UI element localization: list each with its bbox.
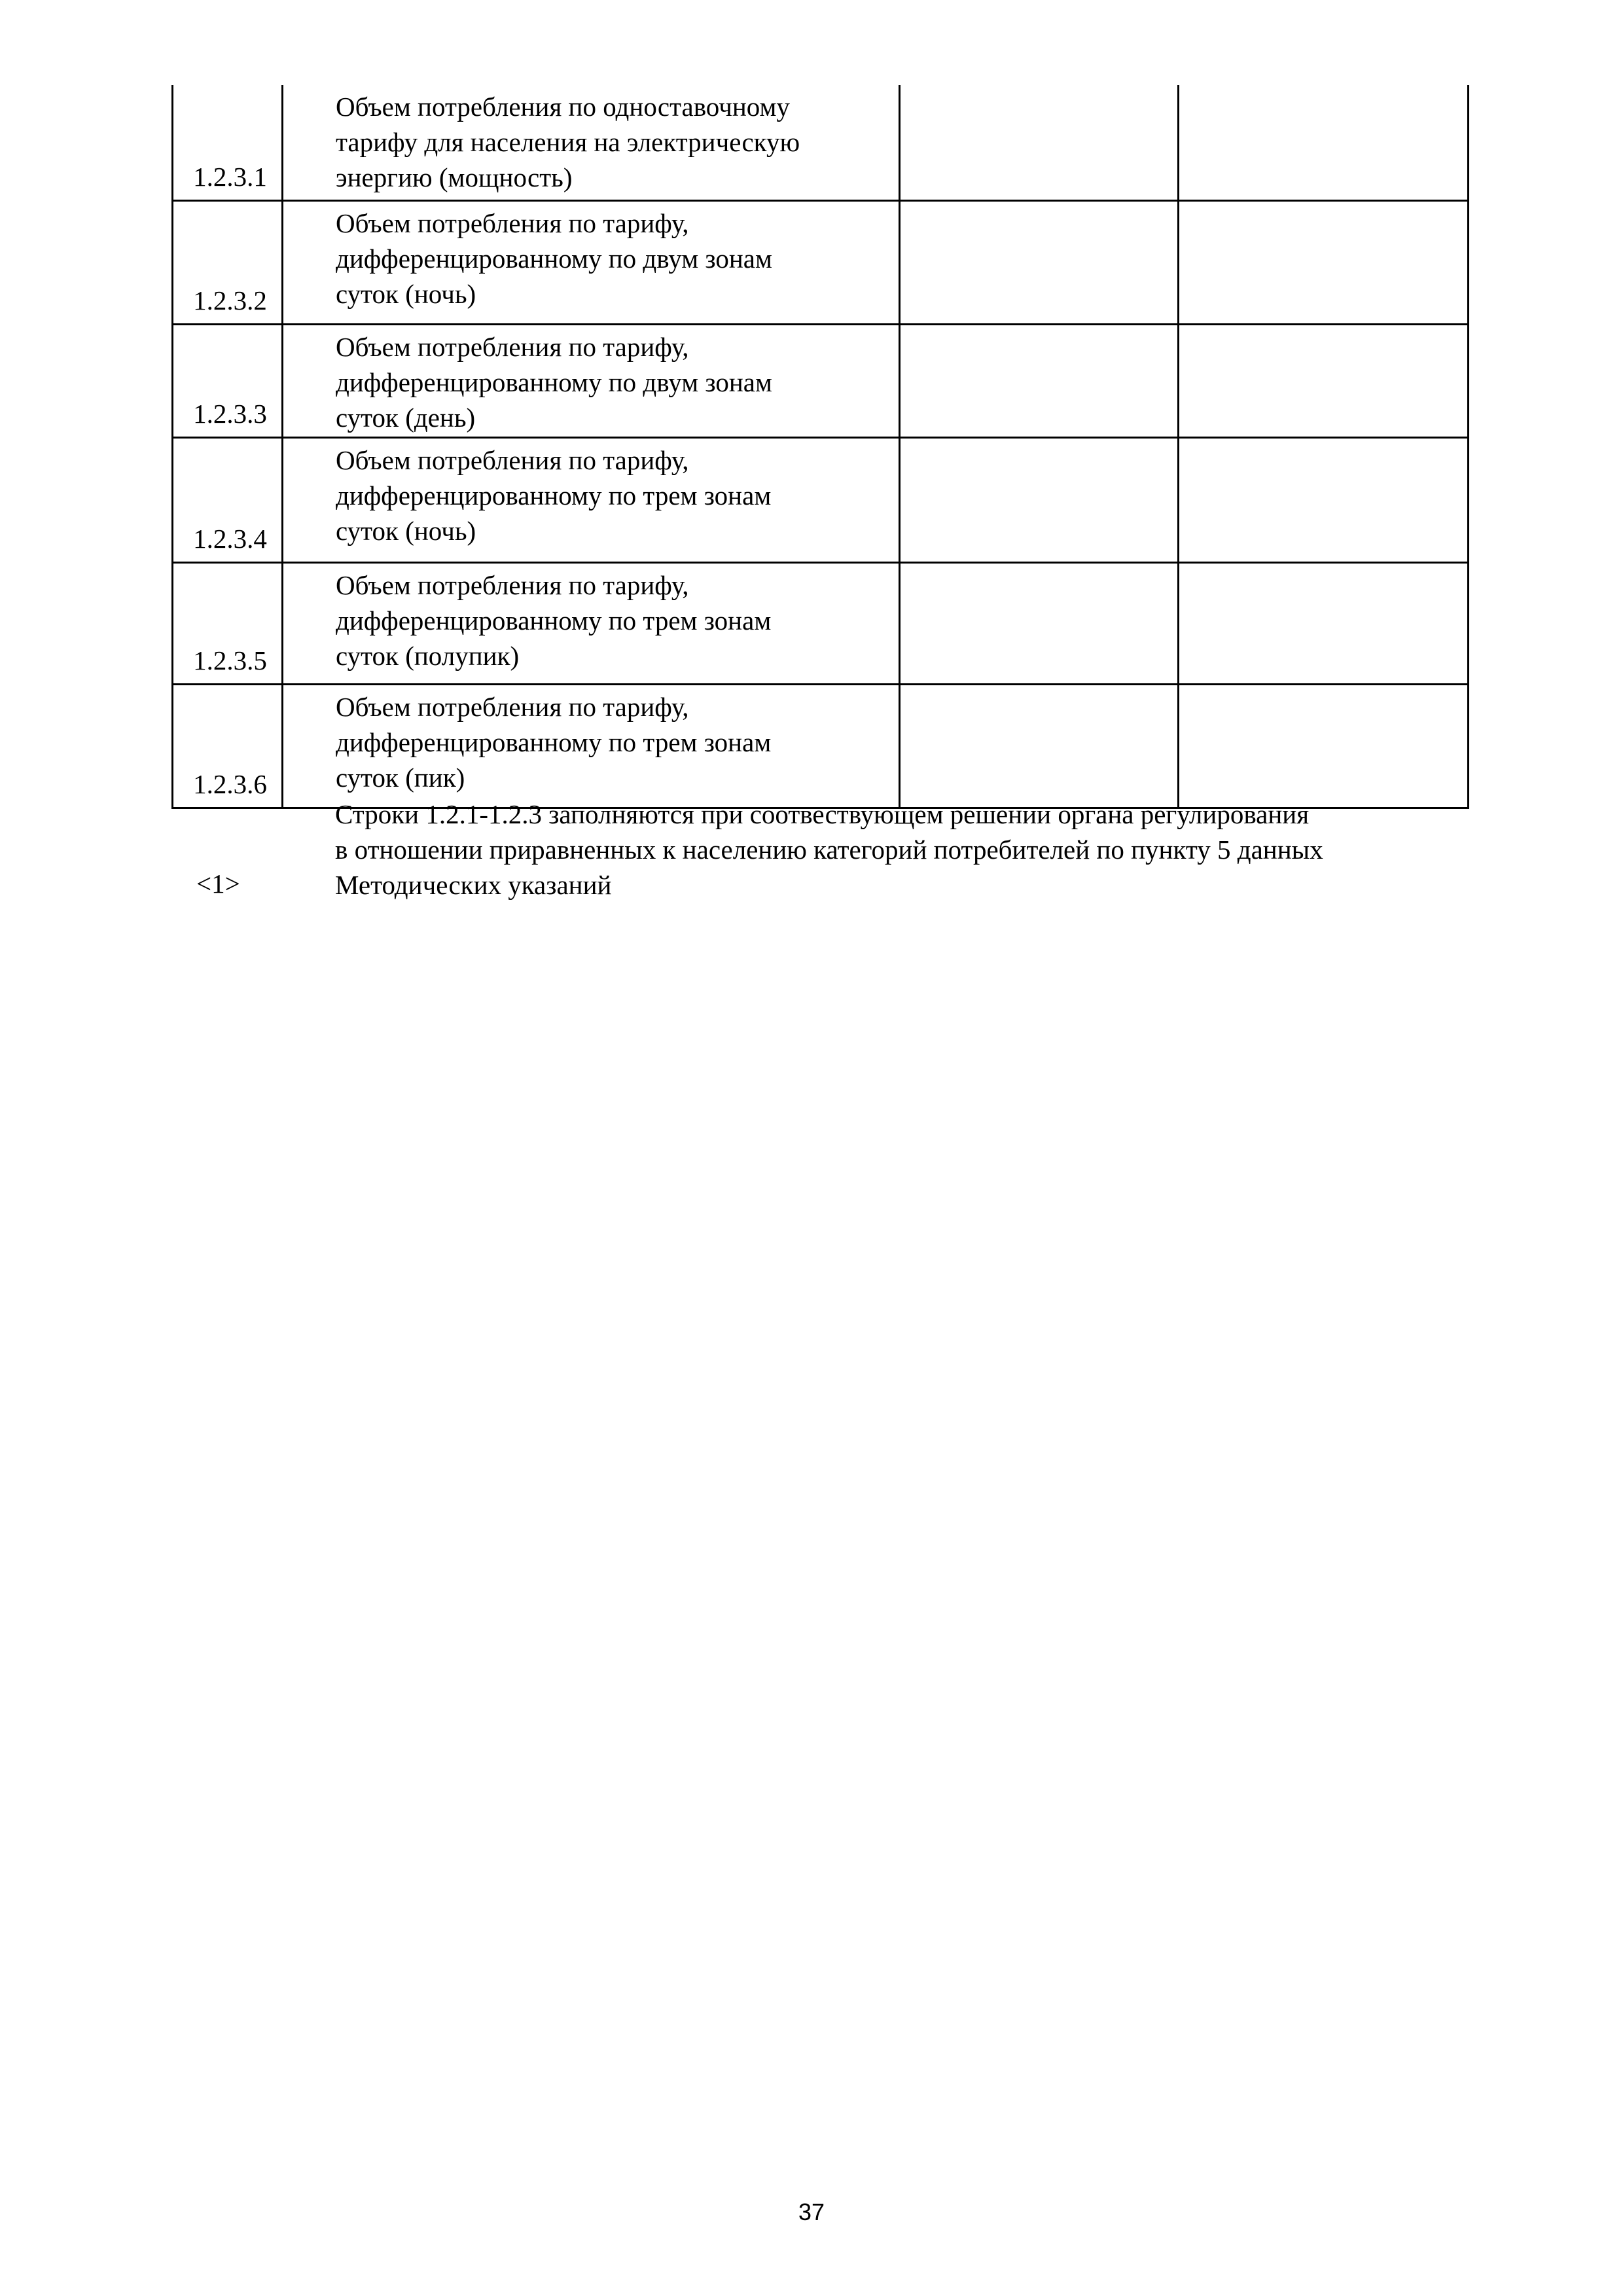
value-cell-a [900, 438, 1179, 563]
row-number: 1.2.3.4 [173, 438, 283, 563]
row-description [283, 85, 900, 201]
value-cell-a [900, 325, 1179, 438]
footnote-marker: <1> [196, 869, 240, 899]
description-line: суток (ночь) [336, 516, 476, 546]
footnote-line: Методических указаний [335, 870, 612, 900]
description-line: Объем потребления по тарифу, [336, 332, 689, 362]
value-cell-a [900, 85, 1179, 201]
row-number: 1.2.3.2 [173, 201, 283, 325]
value-cell-a [900, 201, 1179, 325]
row-description [283, 325, 900, 438]
page-number: 37 [798, 2198, 825, 2225]
description-line: Объем потребления по тарифу, [336, 445, 689, 475]
value-cell-b [1179, 201, 1469, 325]
row-description [283, 201, 900, 325]
table-row [173, 201, 1469, 325]
description-line: суток (день) [336, 403, 476, 433]
description-line: энергию (мощность) [336, 162, 573, 192]
description-line: Объем потребления по одноставочному [336, 92, 790, 122]
description-line: дифференцированному по двум зонам [336, 367, 772, 397]
value-cell-b [1179, 438, 1469, 563]
value-cell-b [1179, 85, 1469, 201]
description-line: тарифу для населения на электрическую [336, 127, 800, 157]
description-line: Объем потребления по тарифу, [336, 692, 689, 722]
row-description [283, 563, 900, 685]
table-row [173, 325, 1469, 438]
row-number: 1.2.3.6 [173, 685, 283, 808]
row-description [283, 438, 900, 563]
description-line: суток (ночь) [336, 279, 476, 309]
description-line: Объем потребления по тарифу, [336, 208, 689, 238]
description-line: суток (полупик) [336, 641, 520, 671]
description-line: суток (пик) [336, 762, 465, 793]
value-cell-a [900, 563, 1179, 685]
description-line: дифференцированному по двум зонам [336, 243, 772, 274]
table-row [173, 438, 1469, 563]
table-row [173, 685, 1469, 808]
value-cell-a [900, 685, 1179, 808]
footnote-line: Строки 1.2.1-1.2.3 заполняются при соотвествующем решении органа регулирования [335, 799, 1310, 829]
table-row [173, 563, 1469, 685]
consumption-volume-table [171, 85, 1469, 809]
table-row [173, 85, 1469, 201]
row-description [283, 685, 900, 808]
value-cell-b [1179, 563, 1469, 685]
row-number: 1.2.3.5 [173, 563, 283, 685]
description-line: Объем потребления по тарифу, [336, 570, 689, 600]
footnote-line: в отношении приравненных к населению категорий потребителей по пункту 5 данных [335, 834, 1323, 865]
row-number: 1.2.3.3 [173, 325, 283, 438]
value-cell-b [1179, 685, 1469, 808]
description-line: дифференцированному по трем зонам [336, 480, 772, 511]
value-cell-b [1179, 325, 1469, 438]
description-line: дифференцированному по трем зонам [336, 727, 772, 757]
row-number: 1.2.3.1 [173, 85, 283, 201]
description-line: дифференцированному по трем зонам [336, 605, 772, 636]
footnote-text [335, 797, 1474, 903]
